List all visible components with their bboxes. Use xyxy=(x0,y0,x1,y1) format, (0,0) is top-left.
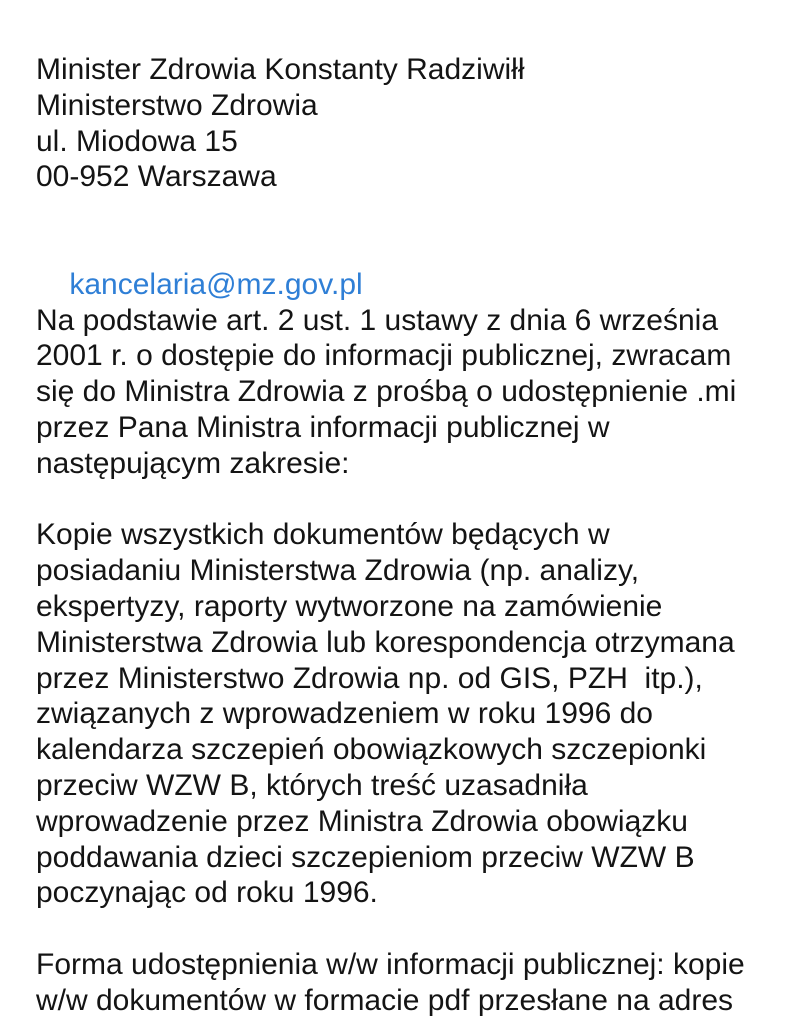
address-line: Minister Zdrowia Konstanty Radziwiłł xyxy=(36,53,525,86)
address-line: Ministerstwo Zdrowia xyxy=(36,88,318,122)
blank-line xyxy=(36,482,796,518)
paragraph-line: związanych z wprowadzeniem w roku 1996 do xyxy=(36,697,653,731)
email-line xyxy=(36,231,796,301)
blank-line xyxy=(36,911,796,947)
paragraph-line: przez Ministerstwo Zdrowia np. od GIS, PZH itp.), xyxy=(36,661,703,695)
delivery-form-paragraph xyxy=(36,947,796,1019)
paragraph-line: poczynając od roku 1996. xyxy=(36,876,378,910)
paragraph-line: się do Ministra Zdrowia z prośbą o udostępnienie .mi xyxy=(36,375,737,409)
paragraph-line: wprowadzenie przez Ministra Zdrowia obowiązku xyxy=(36,804,688,838)
paragraph-line: w/w dokumentów w formacie pdf przesłane na adres xyxy=(36,983,734,1017)
paragraph-line: przez Pana Ministra informacji publicznej w xyxy=(36,410,610,444)
requested-documents-paragraph xyxy=(36,517,796,911)
email-link[interactable]: kancelaria@mz.gov.pl xyxy=(69,267,363,301)
recipient-address xyxy=(36,52,796,195)
address-line: ul. Miodowa 15 xyxy=(36,124,238,158)
paragraph-line: Na podstawie art. 2 ust. 1 ustawy z dnia 6 września xyxy=(36,303,719,337)
paragraph-line: kalendarza szczepień obowiązkowych szczepionki xyxy=(36,733,707,767)
paragraph-line: Ministerstwa Zdrowia lub korespondencja otrzymana xyxy=(36,625,735,659)
paragraph-line: przeciw WZW B, których treść uzasadniła xyxy=(36,768,588,802)
paragraph-line: 2001 r. o dostępie do informacji publicznej, zwracam xyxy=(36,339,732,373)
paragraph-line: następującym zakresie: xyxy=(36,446,350,480)
blank-line xyxy=(36,195,796,231)
message-body xyxy=(36,52,796,1019)
address-line: 00-952 Warszawa xyxy=(36,160,277,194)
paragraph-line: Kopie wszystkich dokumentów będących w xyxy=(36,518,610,552)
paragraph-line: poddawania dzieci szczepieniom przeciw WZW B xyxy=(36,840,695,874)
request-paragraph xyxy=(36,303,796,482)
paragraph-line: posiadaniu Ministerstwa Zdrowia (np. analizy, xyxy=(36,554,640,588)
paragraph-line: Forma udostępnienia w/w informacji publicznej: kopie xyxy=(36,947,745,981)
paragraph-line: ekspertyzy, raporty wytworzone na zamówienie xyxy=(36,589,663,623)
